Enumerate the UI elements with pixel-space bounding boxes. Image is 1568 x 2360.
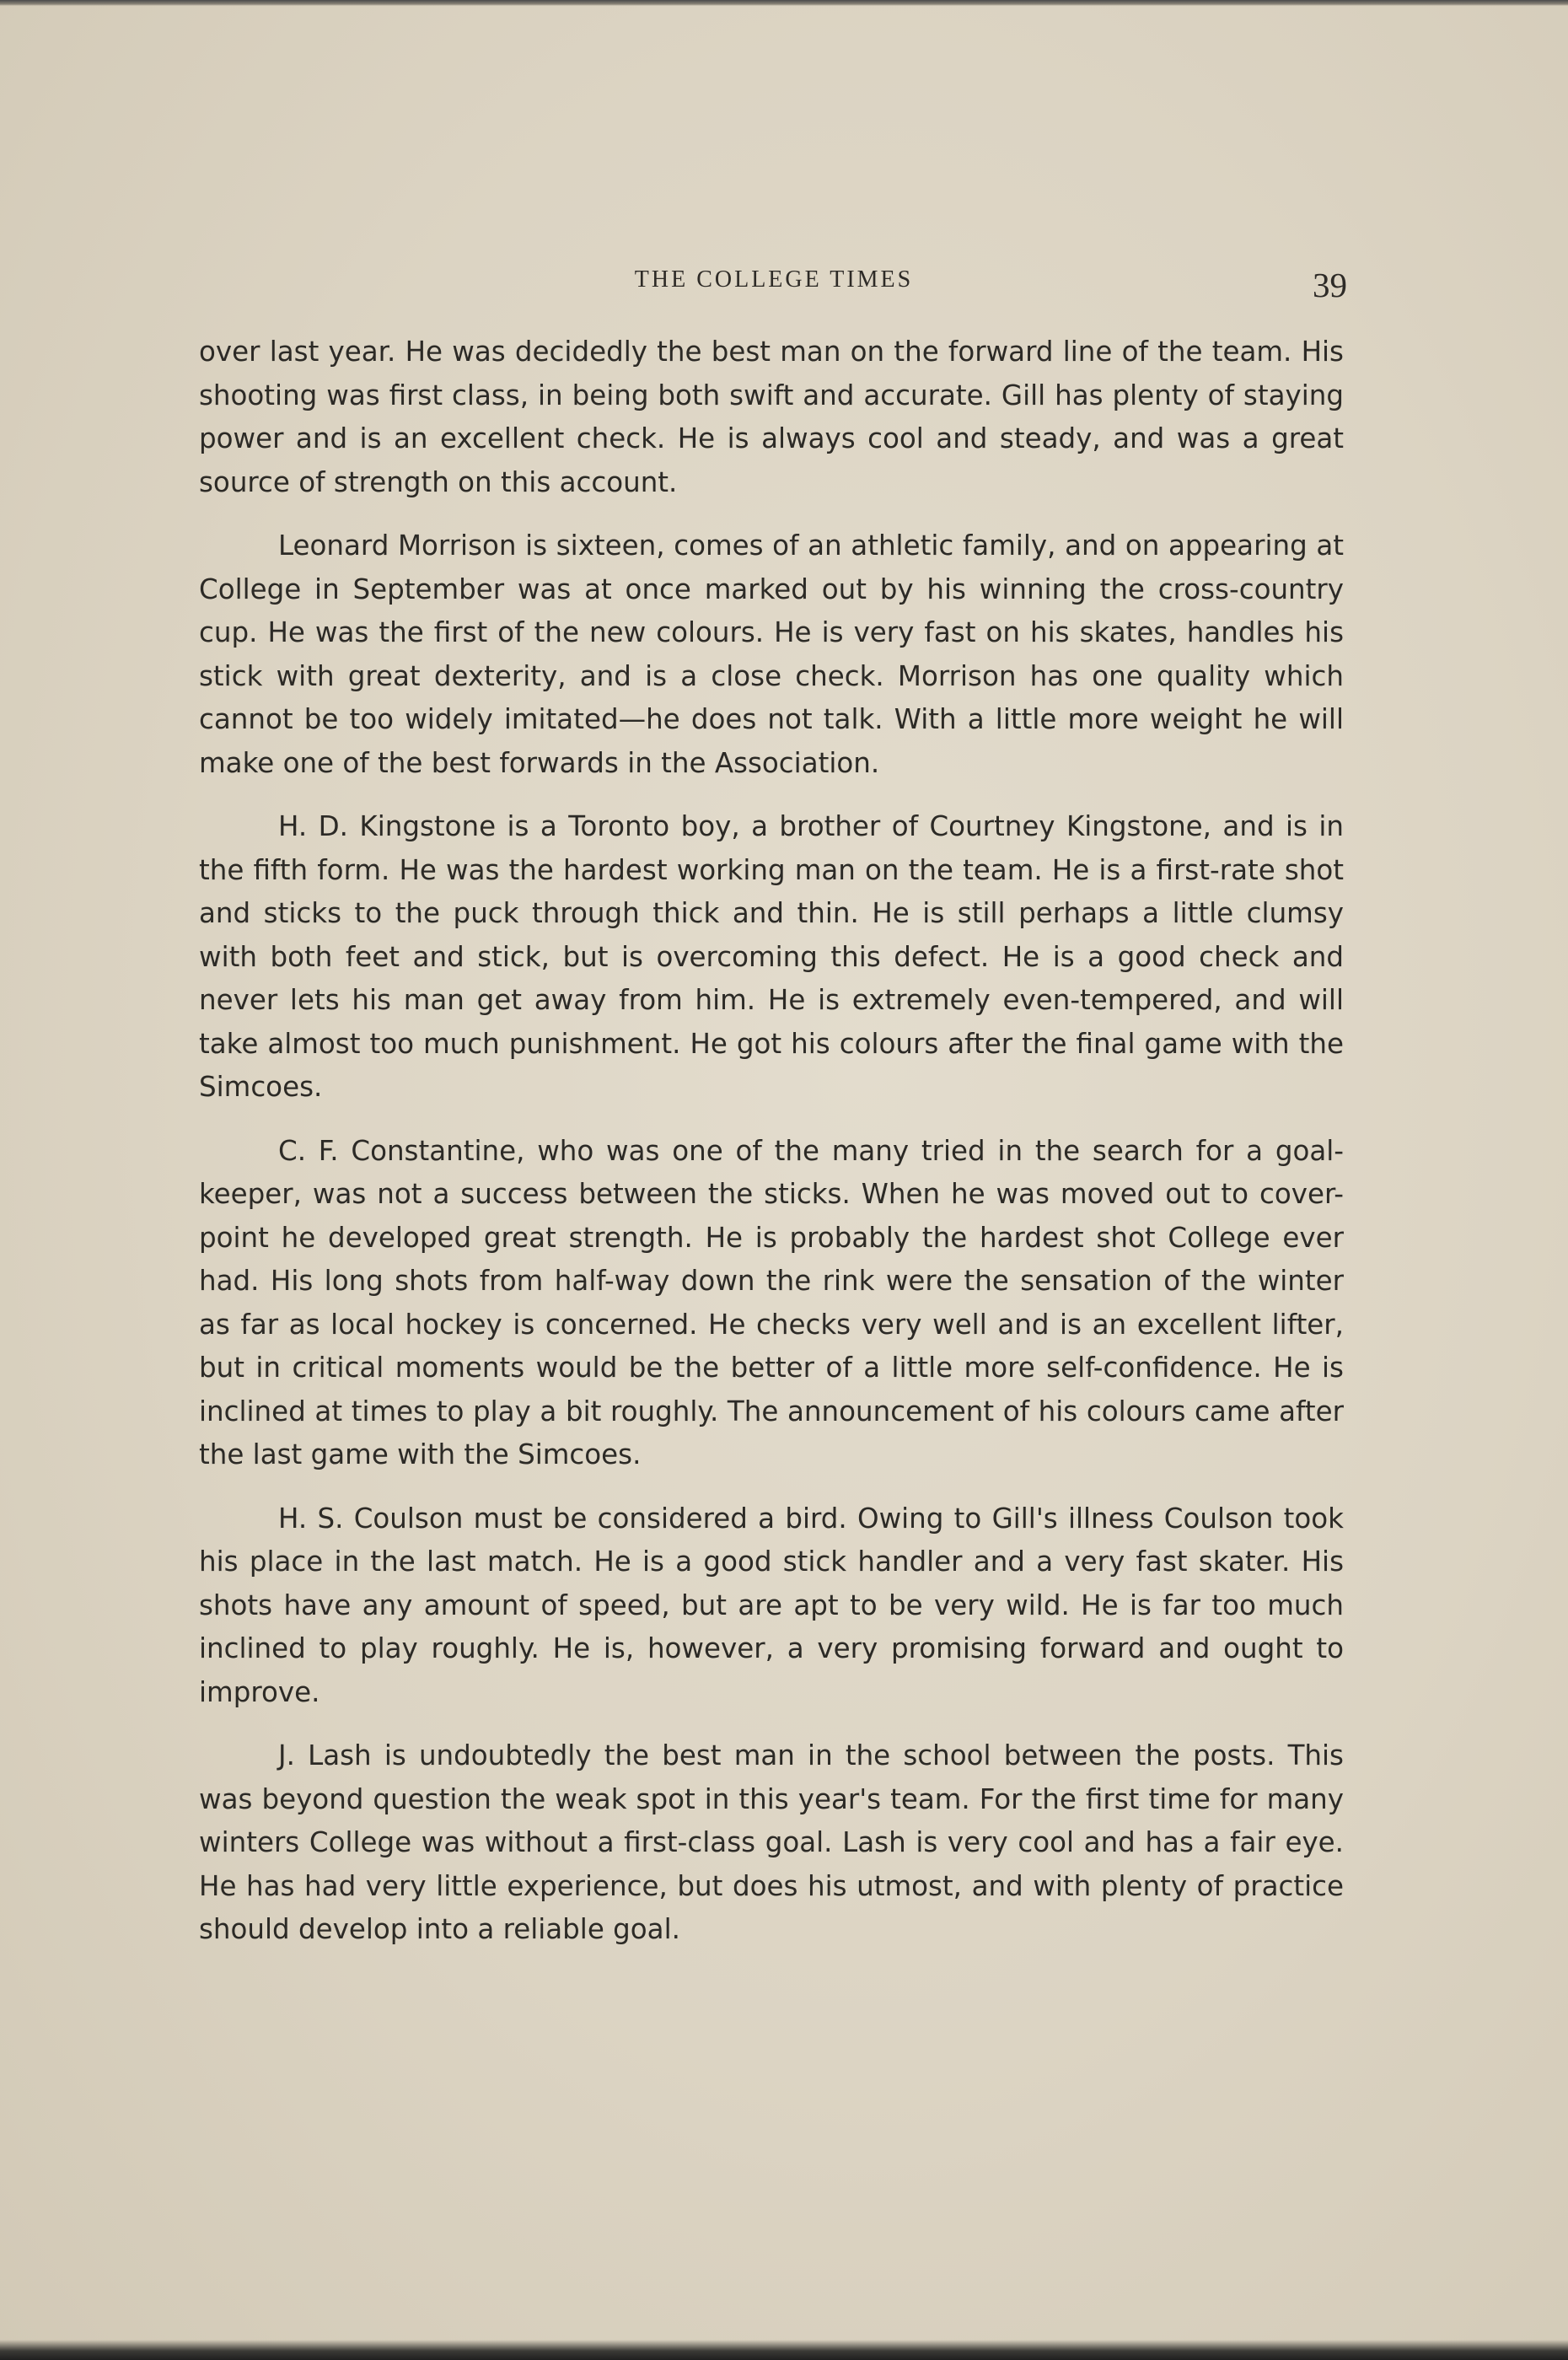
paragraph-kingstone: H. D. Kingstone is a Toronto boy, a brother of Courtney Kingstone, and is in the fifth form. He was the hardest working man on the team. He is a first-rate shot and sticks to the puck through thick and thin. He is still perhaps a little clumsy with both feet and stick, but is overcoming this defect. He is a good check and never lets his man get away from him. He is extremely even-tempered, and will take almost too much punishment. He got his colours after the final game with the Simcoes.	[199, 810, 1344, 1103]
paragraph-constantine: C. F. Constantine, who was one of the many tried in the search for a goal-keeper, was not a success between the sticks. When he was moved out to cover-point he developed great strength. He is probably the hardest shot College ever had. His long shots from half-way down the rink were the sensation of the winter as far as local hockey is concerned. He checks very well and is an excellent lifter, but in critical moments would be the better of a little more self-confidence. He is inclined at times to play a bit roughly. The announcement of his colours came after the last game with the Simcoes.	[199, 1134, 1344, 1470]
page-header	[201, 258, 1347, 325]
running-title: THE COLLEGE TIMES	[634, 266, 914, 293]
paragraph-morrison: Leonard Morrison is sixteen, comes of an athletic family, and on appearing at College in September was at once marked out by his winning the cross-country cup. He was the first of the new colours. He is very fast on his skates, handles his stick with great dexterity, and is a close check. Morrison has one quality which cannot be too widely imitated—he does not talk. With a little more weight he will make one of the best forwards in the Association.	[199, 530, 1344, 779]
paragraph-coulson: H. S. Coulson must be considered a bird. Owing to Gill's illness Coulson took his place in the last match. He is a good stick handler and a very fast skater. His shots have any amount of speed, but are apt to be very wild. He is far too much inclined to play roughly. He is, however, a very promising forward and ought to improve.	[199, 1502, 1344, 1708]
paragraph-gill: over last year. He was decidedly the best man on the forward line of the team. His shooting was first class, in being both swift and accurate. Gill has plenty of staying power and is an excellent check. He is always cool and steady, and was a great source of strength on this account.	[199, 336, 1344, 498]
page-bottom-edge	[0, 2340, 1568, 2360]
page-top-edge	[0, 0, 1568, 6]
article-body	[199, 331, 1344, 1972]
page-number: 39	[1313, 266, 1347, 304]
paragraph-lash: J. Lash is undoubtedly the best man in the school between the posts. This was beyond question the weak spot in this year's team. For the first time for many winters College was without a first-class goal. Lash is very cool and has a fair eye. He has had very little experience, but does his utmost, and with plenty of practice should develop into a reliable goal.	[199, 1739, 1344, 1945]
